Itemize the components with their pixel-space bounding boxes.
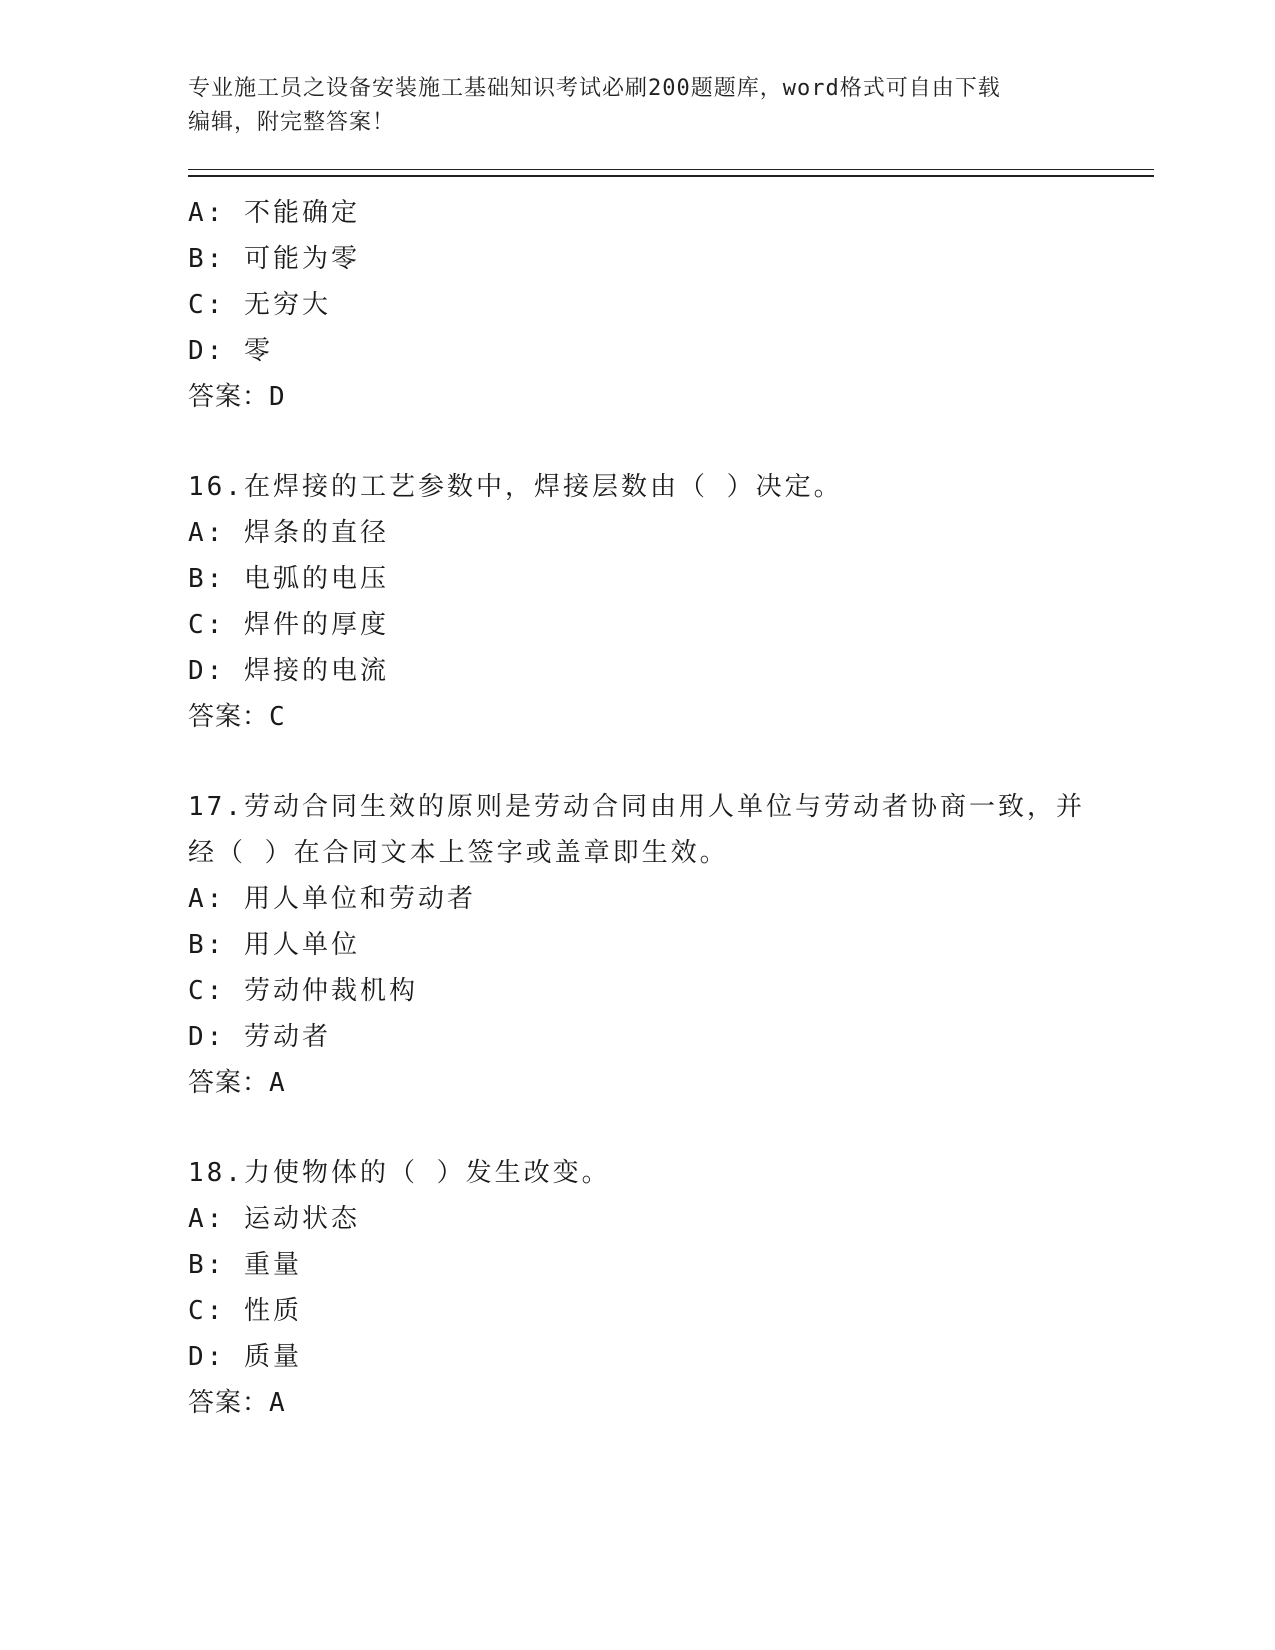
option-c: C: 劳动仲裁机构 <box>188 976 418 1006</box>
answer-label: 答案： <box>188 1388 270 1418</box>
answer-value: A <box>269 1388 286 1418</box>
answer-line <box>188 694 1088 740</box>
question-stem-line-1: 17.劳动合同生效的原则是劳动合同由用人单位与劳动者协商一致，并 <box>188 792 1085 822</box>
answer-line <box>188 1060 1088 1106</box>
question-stem-line-2: 经（ ）在合同文本上签字或盖章即生效。 <box>188 838 729 868</box>
option-b: B: 可能为零 <box>188 244 360 274</box>
header-rule-thin <box>188 169 1154 170</box>
document-header <box>188 72 1088 140</box>
option-b: B: 重量 <box>188 1250 302 1280</box>
answer-label: 答案： <box>188 382 270 412</box>
answer-label: 答案： <box>188 702 270 732</box>
option-a: A: 焊条的直径 <box>188 518 389 548</box>
option-d: D: 零 <box>188 336 273 366</box>
header-line-1: 专业施工员之设备安装施工基础知识考试必刷200题题库，word格式可自由下载 <box>188 76 1001 101</box>
option-a: A: 用人单位和劳动者 <box>188 884 476 914</box>
option-c: C: 性质 <box>188 1296 302 1326</box>
answer-value: D <box>269 382 286 412</box>
header-line-2: 编辑，附完整答案！ <box>188 110 396 135</box>
option-b: B: 电弧的电压 <box>188 564 389 594</box>
answer-value: C <box>269 702 286 732</box>
question-stem: 16.在焊接的工艺参数中，焊接层数由（ ）决定。 <box>188 472 843 502</box>
answer-line <box>188 374 1088 420</box>
option-b: B: 用人单位 <box>188 930 360 960</box>
option-d: D: 劳动者 <box>188 1022 331 1052</box>
question-17 <box>188 784 1088 1106</box>
option-a: A: 不能确定 <box>188 198 360 228</box>
question-16 <box>188 464 1088 740</box>
question-list <box>188 190 1088 1426</box>
question-stem: 18.力使物体的（ ）发生改变。 <box>188 1158 611 1188</box>
answer-label: 答案： <box>188 1068 270 1098</box>
header-rule-thick <box>188 175 1154 177</box>
option-d: D: 质量 <box>188 1342 302 1372</box>
option-d: D: 焊接的电流 <box>188 656 389 686</box>
option-c: C: 无穷大 <box>188 290 331 320</box>
question-fragment <box>188 190 1088 420</box>
option-a: A: 运动状态 <box>188 1204 360 1234</box>
answer-value: A <box>269 1068 286 1098</box>
answer-line <box>188 1380 1088 1426</box>
option-c: C: 焊件的厚度 <box>188 610 389 640</box>
question-18 <box>188 1150 1088 1426</box>
